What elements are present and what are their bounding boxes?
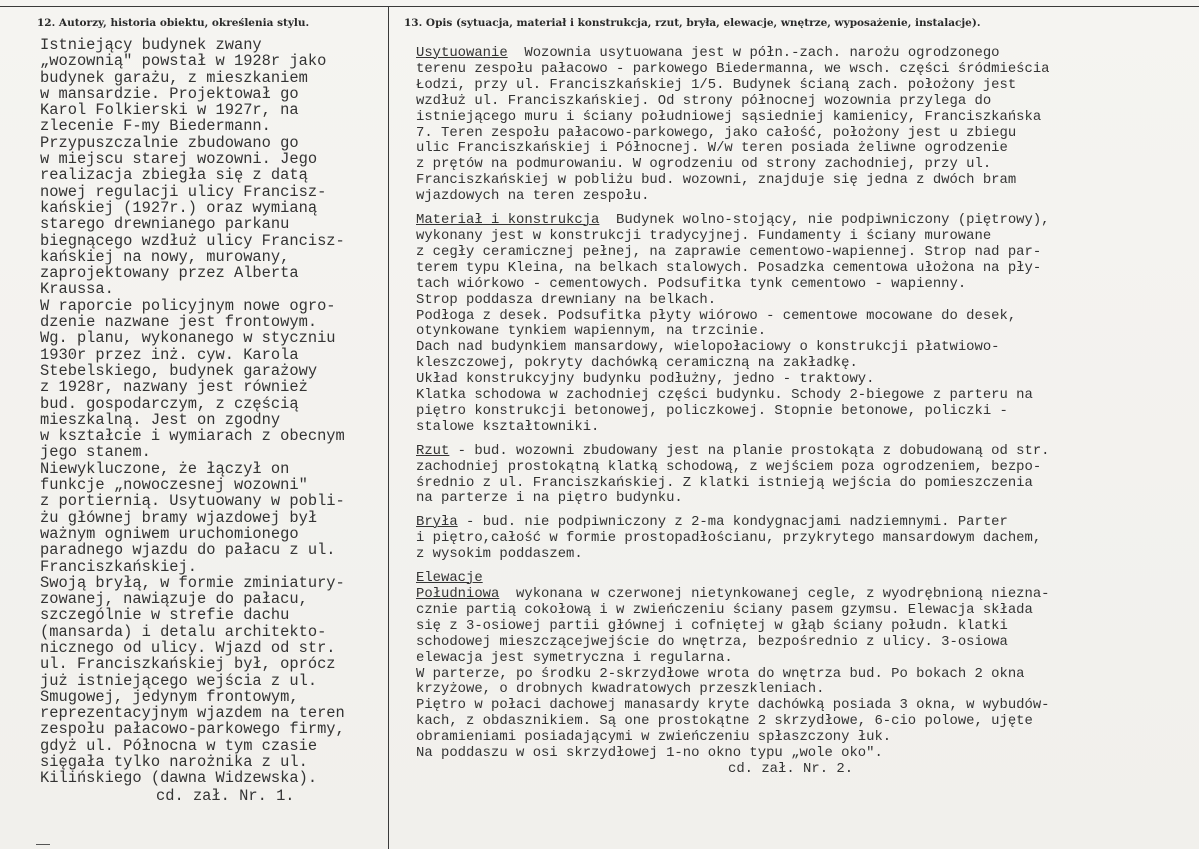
section-material	[416, 213, 1050, 436]
history-line: Karol Folkierski w 1927r, na	[40, 101, 299, 120]
section-text: Wozownia usytuowana jest w półn.-zach. narożu ogrodzonego	[507, 45, 1000, 61]
history-line: kańskiej (1927r.) oraz wymianą	[40, 198, 318, 217]
history-line: Kraussa.	[40, 280, 114, 299]
section-13-heading: 13. Opis (sytuacja, materiał i konstrukcja, rzut, bryła, elewacje, wnętrze, wyposażenie, instalacje).	[404, 17, 981, 29]
history-line: Istniejący budynek zwany	[40, 36, 262, 54]
section-line: terem typu Kleina, na belkach stalowych. Posadzka cementowa ułożona na pły-	[416, 259, 1042, 276]
column-divider	[388, 6, 389, 849]
section-rzut	[416, 444, 1050, 508]
section-line: Układ konstrukcyjny budynku podłużny, jedno - traktowy.	[416, 371, 875, 388]
section-line: krzyżowe, o drobnych kwadratowych przeszkleniach.	[416, 681, 825, 698]
section-line: Strop poddasza drewniany na belkach.	[416, 291, 717, 308]
subsection-line	[416, 587, 1050, 603]
history-line: Kilińskiego (dawna Widzewska).	[40, 769, 318, 788]
history-line: kańskiej na nowy, murowany,	[40, 247, 290, 266]
section-text: wykonana w czerwonej nietynkowanej cegle, z wyodrębnioną niezna-	[499, 586, 1050, 602]
section-line: piętro konstrukcji betonowej, policzkowej. Stopnie betonowe, policzki -	[416, 402, 1008, 419]
section-line: wykonany jest w konstrukcji tradycyjnej. Fundamenty i ściany murowane	[416, 227, 992, 244]
section-line: na parterze i na piętro budynku.	[416, 490, 683, 507]
history-column	[40, 37, 345, 804]
section-line: tach wiórkowo - cementowych. Podsufitka tynk cementowo - wapienny.	[416, 275, 967, 292]
history-line: Swoją bryłą, w formie zminiatury-	[40, 573, 345, 592]
section-line: się z 3-osiowej partii głównej i cofniętej w głąb ściany połudn. klatki	[416, 617, 1008, 634]
section-line: z cegły ceramicznej pełnej, na zaprawie cementowo-wapiennej. Strop nad par-	[416, 243, 1042, 260]
section-usytuowanie	[416, 46, 1050, 205]
section-line: istniejącego muru i ściany południowej sąsiedniej kamienicy, Franciszkańska	[416, 108, 1042, 125]
history-line: nicznego od ulicy. Wjazd od str.	[40, 638, 336, 657]
subsection-heading: Południowa	[416, 586, 500, 602]
history-line: „wozownią" powstał w 1928r jako	[40, 52, 327, 71]
history-line: w miejscu starej wozowni. Jego	[40, 150, 318, 169]
history-line: zespołu pałacowo-parkowego firmy,	[40, 720, 345, 739]
history-line: funkcje „nowoczesnej wozowni"	[40, 476, 308, 495]
section-line: wzdłuż ul. Franciszkańskiej. Od strony północnej wozownia przylega do	[416, 92, 992, 109]
section-heading-usytuowanie: Usytuowanie	[416, 45, 508, 61]
history-line: Smugowej, jedynym frontowym,	[40, 687, 299, 706]
section-line: zachodniej prostokątną klatką schodową, z wejściem poza ogrodzeniem, bezpo-	[416, 458, 1042, 475]
section-line: średnio z ul. Franciszkańskiej. Z klatki istnieją wejścia do pomieszczenia	[416, 474, 1033, 491]
section-first-line	[416, 571, 1050, 587]
history-line: w kształcie i wymiarach z obecnym	[40, 427, 345, 446]
history-line: (mansarda) i detalu architekto-	[40, 622, 327, 641]
history-line: sięgała tylko narożnika z ul.	[40, 753, 308, 772]
history-line: Wg. planu, wykonanego w styczniu	[40, 329, 336, 348]
history-line: ważnym ogniwem uruchomionego	[40, 524, 299, 543]
history-line: Przypuszczalnie zbudowano go	[40, 133, 299, 152]
section-line: kach, z obdasznikiem. Są one prostokątne 2 skrzydłowe, 6-cio polowe, ujęte	[416, 713, 1033, 730]
history-line: gdyż ul. Północna w tym czasie	[40, 736, 318, 755]
section-first-line	[416, 515, 1050, 531]
section-line: schodowej mieszczącejwejście do wnętrza, bezpośrednio z ulicy. 3-osiowa	[416, 633, 1008, 650]
section-bryla	[416, 515, 1050, 563]
history-line: biegnącego wzdłuż ulicy Francisz-	[40, 231, 345, 250]
section-line: z wysokim poddaszem.	[416, 546, 583, 563]
section-line: Dach nad budynkiem mansardowy, wielopołaciowy o konstrukcji płatwiowo-	[416, 339, 1000, 356]
section-first-line	[416, 444, 1050, 460]
history-line: już istniejącego wejścia z ul.	[40, 671, 318, 690]
section-line: kleszczowej, pokryty dachówką ceramiczną na zakładkę.	[416, 355, 858, 372]
section-line: Klatka schodowa w zachodniej części budynku. Schody 2-biegowe z parteru na	[416, 387, 1033, 404]
section-text: - bud. nie podpiwniczony z 2-ma kondygnacjami nadziemnymi. Parter	[457, 514, 1008, 531]
section-line: W parterze, po środku 2-skrzydłowe wrota do wnętrza bud. Po bokach 2 okna	[416, 665, 1025, 682]
history-line: Niewykluczone, że łączył on	[40, 459, 290, 478]
history-line: dzenie nazwane jest frontowym.	[40, 313, 318, 332]
section-heading-bryla: Bryła	[416, 514, 458, 531]
section-line: wjazdowych na teren zespołu.	[416, 188, 650, 205]
history-line: zaprojektowany przez Alberta	[40, 264, 299, 283]
continuation-note: cd. zał. Nr. 1.	[156, 786, 295, 805]
history-line: z 1928r, nazwany jest również	[40, 378, 308, 397]
history-line: paradnego wjazdu do pałacu z ul.	[40, 541, 336, 560]
history-line: W raporcie policyjnym nowe ogro-	[40, 296, 336, 315]
section-line: stalowe kształtowniki.	[416, 418, 600, 435]
history-line: reprezentacyjnym wjazdem na teren	[40, 704, 345, 723]
history-line: szczególnie w strefie dachu	[40, 606, 290, 625]
section-line: 7. Teren zespołu pałacowo-parkowego, jako całość, położony jest u zbiegu	[416, 124, 1017, 141]
history-line: jego stanem.	[40, 443, 151, 462]
section-line: Franciszkańskiej w pobliżu bud. wozowni, znajduje się jedna z dwóch bram	[416, 172, 1017, 189]
section-line: terenu zespołu pałacowo - parkowego Biedermanna, we wsch. części śródmieścia	[416, 60, 1050, 77]
section-line: obramieniami posiadającymi w zwieńczeniu spłaszczony łuk.	[416, 729, 892, 746]
bottom-mark	[36, 844, 50, 845]
section-heading-elewacje: Elewacje	[416, 570, 483, 587]
description-column	[416, 46, 1050, 778]
section-heading-material: Materiał i konstrukcja	[416, 212, 600, 229]
section-line: ulic Franciszkańskiej i Północnej. W/w teren posiada żeliwne ogrodzenie	[416, 140, 1008, 157]
history-line: budynek garażu, z mieszkaniem	[40, 68, 308, 87]
section-line: Podłoga z desek. Podsufitka płyty wiórowo - cementowe mocowane do desek,	[416, 307, 1017, 324]
history-line: nowej regulacji ulicy Francisz-	[40, 182, 327, 201]
continuation-note: cd. zał. Nr. 2.	[728, 760, 854, 777]
section-text: - bud. wozowni zbudowany jest na planie prostokąta z dobudowaną od str.	[449, 442, 1050, 459]
history-line: starego drewnianego parkanu	[40, 215, 290, 234]
history-line: ul. Franciszkańskiej był, oprócz	[40, 655, 336, 674]
history-line: Stebelskiego, budynek garażowy	[40, 361, 318, 380]
section-first-line	[416, 213, 1050, 229]
section-line: Łodzi, przy ul. Franciszkańskiej 1/5. Budynek ścianą zach. położony jest	[416, 76, 1017, 93]
history-line: realizacja zbiegła się z datą	[40, 166, 308, 185]
section-line: Na poddaszu w osi skrzydłowej 1-no okno typu „wole oko".	[416, 745, 883, 762]
top-border-line	[0, 6, 1199, 7]
section-line: otynkowane tynkiem wapiennym, na trzcinie.	[416, 323, 767, 340]
history-line: z portiernią. Usytuowany w pobli-	[40, 492, 345, 511]
history-line: żu głównej bramy wjazdowej był	[40, 508, 318, 527]
section-first-line	[416, 46, 1050, 62]
section-text: Budynek wolno-stojący, nie podpiwniczony (piętrowy),	[599, 212, 1050, 229]
section-heading-rzut: Rzut	[416, 442, 450, 459]
history-line: 1930r przez inż. cyw. Karola	[40, 345, 299, 364]
section-line: z prętów na podmurowaniu. W ogrodzeniu od strony zachodniej, przy ul.	[416, 156, 992, 173]
history-line: zlecenie F-my Biedermann.	[40, 117, 271, 136]
history-line: mieszkalną. Jest on zgodny	[40, 410, 281, 429]
section-12-heading: 12. Autorzy, historia obiektu, określenia stylu.	[37, 17, 310, 29]
section-line: elewacja jest symetryczna i regularna.	[416, 649, 733, 666]
section-line: Piętro w połaci dachowej manasardy kryte dachówką posiada 3 okna, w wybudów-	[416, 697, 1050, 714]
history-line: w mansardzie. Projektował go	[40, 84, 299, 103]
section-line: cznie partią cokołową i w zwieńczeniu ściany pasem gzymsu. Elewacja składa	[416, 601, 1033, 618]
history-line: zowanej, nawiązuje do pałacu,	[40, 590, 308, 609]
section-line: i piętro,całość w formie prostopadłościanu, przykrytego mansardowym dachem,	[416, 530, 1042, 547]
history-line: bud. gospodarczym, z częścią	[40, 394, 299, 413]
section-elewacje	[416, 571, 1050, 762]
history-line: Franciszkańskiej.	[40, 557, 198, 576]
